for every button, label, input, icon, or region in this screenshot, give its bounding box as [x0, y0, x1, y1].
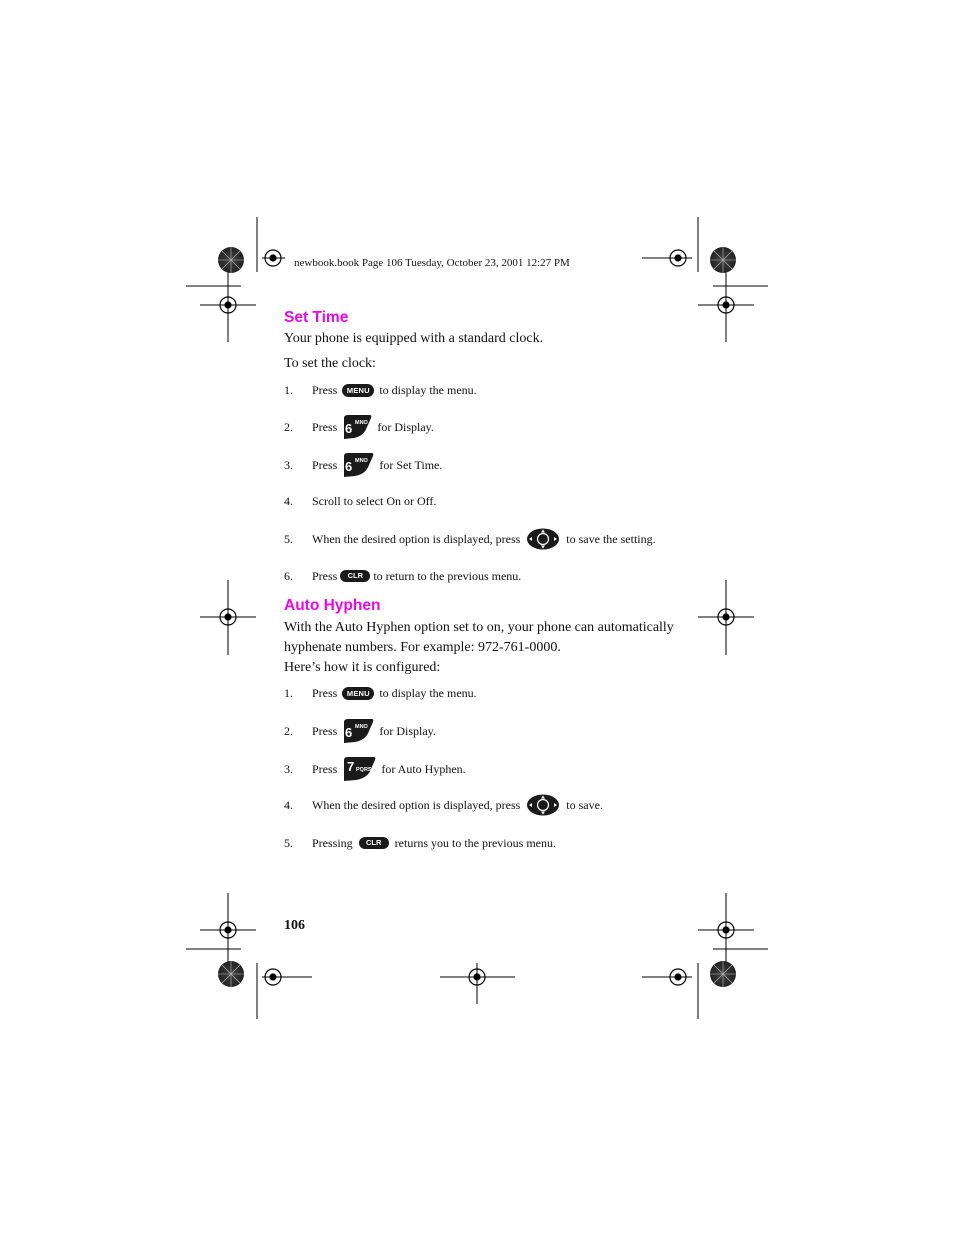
- set-time-step-5: 5. When the desired option is displayed, press to save the setting.: [284, 527, 656, 551]
- key-6-icon: [341, 414, 373, 440]
- set-time-intro: Your phone is equipped with a standard clock.: [284, 331, 544, 346]
- set-time-step-3: 3. Press 6 MNO for Set Time.: [284, 452, 442, 478]
- auto-hyphen-heading: Auto Hyphen: [284, 597, 381, 614]
- clr-key-icon: CLR: [340, 570, 370, 582]
- svg-text:7: 7: [347, 759, 355, 774]
- key-6-icon: [341, 452, 375, 478]
- auto-hyphen-step-4: 4. When the desired option is displayed, press to save.: [284, 793, 603, 817]
- key-6-icon: [341, 718, 375, 744]
- set-time-step-1: 1. Press MENU to display the menu.: [284, 382, 477, 397]
- set-time-step-4: 4. Scroll to select On or Off.: [284, 493, 437, 508]
- set-time-heading: Set Time: [284, 309, 349, 326]
- auto-hyphen-intro-2: hyphenate numbers. For example: 972-761-0000.: [284, 640, 561, 655]
- auto-hyphen-step-5: 5. Pressing CLR returns you to the previous menu.: [284, 835, 556, 850]
- auto-hyphen-step-2: 2. Press 6 MNO for Display.: [284, 718, 436, 744]
- menu-key-icon: MENU: [342, 687, 374, 700]
- svg-text:PQRS: PQRS: [356, 767, 372, 773]
- set-time-step-6: 6. Press CLR to return to the previous menu.: [284, 568, 522, 583]
- print-header: newbook.book Page 106 Tuesday, October 23, 2001 12:27 PM: [294, 257, 570, 269]
- svg-text:MNO: MNO: [355, 420, 369, 426]
- svg-text:MNO: MNO: [355, 458, 369, 464]
- auto-hyphen-step-1: 1. Press MENU to display the menu.: [284, 685, 477, 700]
- key-7-icon: [341, 756, 377, 782]
- svg-text:6: 6: [345, 421, 353, 436]
- auto-hyphen-intro-1: With the Auto Hyphen option set to on, your phone can automatically: [284, 620, 674, 635]
- svg-text:MNO: MNO: [355, 724, 369, 730]
- auto-hyphen-step-3: 3. Press 7 PQRS for Auto Hyphen.: [284, 756, 466, 782]
- set-time-lead: To set the clock:: [284, 356, 376, 371]
- navigation-key-icon: [526, 528, 560, 550]
- auto-hyphen-intro-3: Here’s how it is configured:: [284, 660, 441, 675]
- navigation-key-icon: [526, 794, 560, 816]
- svg-text:6: 6: [345, 725, 353, 740]
- page-number: 106: [284, 918, 305, 933]
- set-time-step-2: 2. Press 6 MNO for Display.: [284, 414, 434, 440]
- menu-key-icon: MENU: [342, 384, 374, 397]
- clr-key-icon: CLR: [359, 837, 389, 849]
- svg-text:6: 6: [345, 459, 353, 474]
